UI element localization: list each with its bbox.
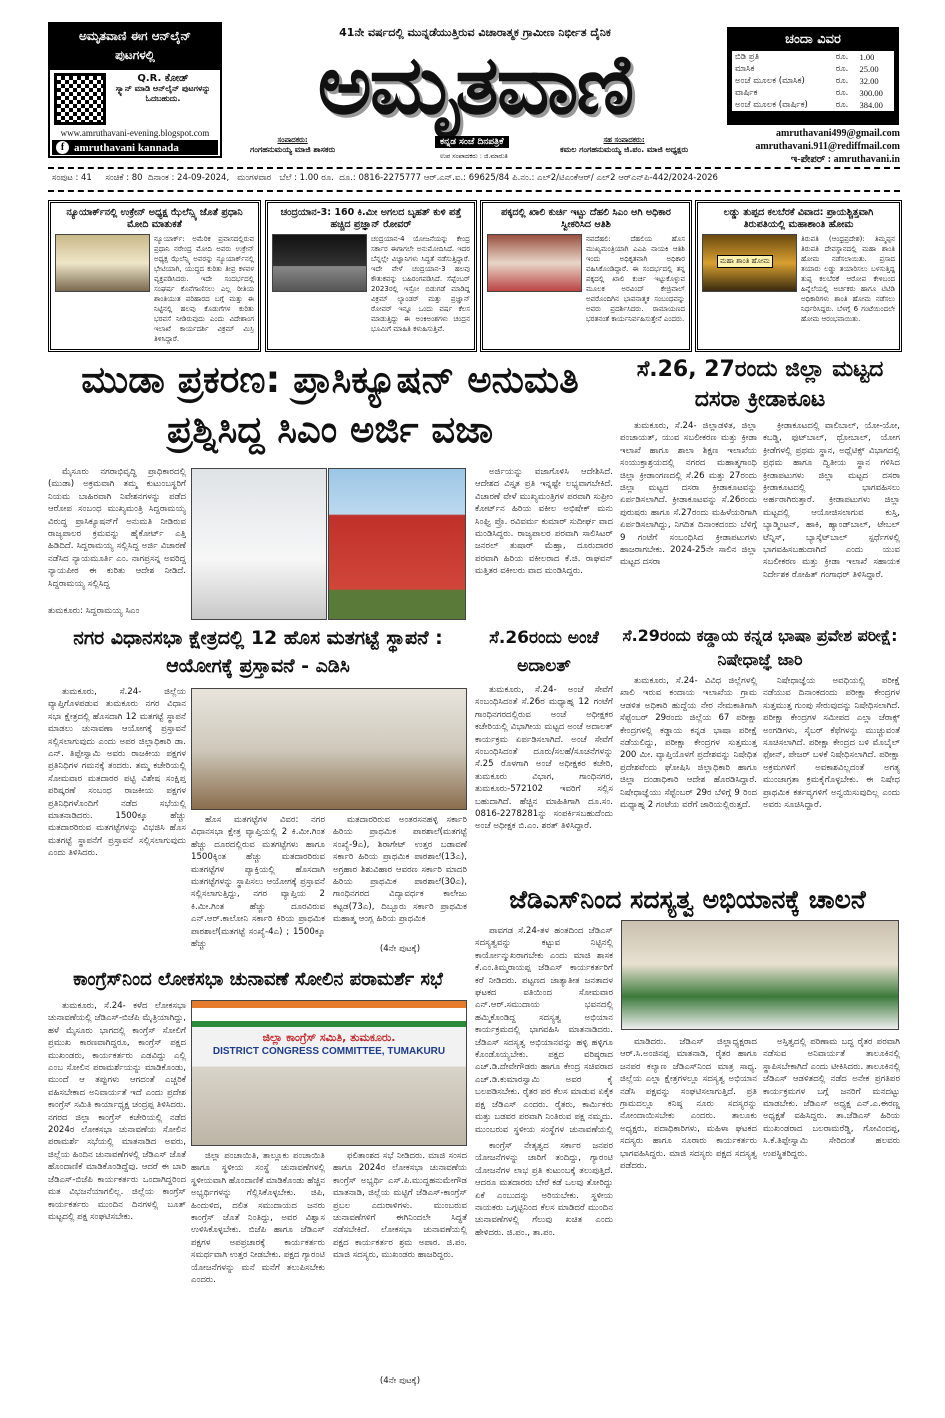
exam-headline: ಸೆ.29ರಂದು ಕಡ್ಡಾಯ ಕನ್ನಡ ಭಾಷಾ ಪ್ರವೇಶ ಪರೀಕ್ಷೆ: ನಿಷೇಧಾಜ್ಞೆ ಜಾರಿ [622,626,898,669]
subscription-amt: 25.00 [859,64,879,74]
jds-col2: ಮಾಡಿದರು. ಜೆಡಿಎಸ್ ಜಿಲ್ಲಾಧ್ಯಕ್ಷರಾದ ಆರ್.ಸಿ.ಅಂಜಿನಪ್ಪ ಮಾತನಾಡಿ, ರೈತರ ಹಾಗೂ ಜನಪರ ಕಲ್ಯಾಣ ಜೆಡಿಎಸ್‌ನಿಂದ ಮಾತ್ರ ಸಾಧ್ಯ. ಜಿಲ್ಲೆಯ ಎಲ್ಲಾ ಕ್ಷೇತ್ರಗಳಲ್ಲೂ ಸದಸ್ಯತ್ವ ಅಭಿಯಾನ ನಡೆಸಿ ಪಕ್ಷವನ್ನು ಸಂಘಟಿಸಲಾಗುತ್ತಿದೆ. ಪ್ರತಿ ಗ್ರಾಮದಲ್ಲೂ ಕನಿಷ್ಠ ನೂರು ಸದಸ್ಯರನ್ನು ನೋಂದಾಯಿಸಬೇಕು ಎಂದರು. ತಾಲೂಕು ಅಧ್ಯಕ್ಷರು, ಪದಾಧಿಕಾರಿಗಳು, ಮಹಿಳಾ ಘಟಕದ ಸದಸ್ಯರು ಹಾಗೂ ನೂರಾರು ಕಾರ್ಯಕರ್ತರು ಭಾಗವಹಿಸಿದ್ದರು. ಮಾಜಿ ಸದಸ್ಯರು ಪಕ್ಷದ ಸದಸ್ಯತ್ವ ಪಡೆದರು. [620,1037,757,1172]
coeditor-label: ಸಹ ಸಂಪಾದಕರು: [603,136,645,144]
photo-caption: ಮಹಾ ಶಾಂತಿ ಹೋಮ [717,255,773,268]
subscription-item: ಅಂಚೆ ಮೂಲಕ (ವಾರ್ಷಿಕ) [735,100,808,110]
jds-headline: ಜೆಡಿಎಸ್‌ನಿಂದ ಸದಸ್ಯತ್ವ ಅಭಿಯಾನಕ್ಕೆ ಚಾಲನೆ [509,885,866,914]
top-news-body: ತಿರುಪತಿ (ಆಂಧ್ರಪ್ರದೇಶ): ತಿಮ್ಮಪ್ಪನ ತಿರುಪತಿ ದೇವಸ್ಥಾನದಲ್ಲಿ ಮಹಾ ಶಾಂತಿ ಹೋಮ ನಡೆಸಲಾಯಿತು. ಪ್ರಸಾದ ತಯಾರು ಲಡ್ಡು ತಯಾರಿಸಲು ಬಳಸುತ್ತಿದ್ದ ತುಪ್ಪ ಕಲಬೆರಕೆ ಆರೋಪ ಕೇಳಿಬಂದ ಹಿನ್ನೆಲೆಯಲ್ಲಿ ಅರ್ಚಕರು ಹಾಗೂ ಟಿಟಿಡಿ ಅಧಿಕಾರಿಗಳು ಶಾಂತಿ ಹೋಮ ನಡೆಸಲು ನಿರ್ಧರಿಸಿದ್ದರು. ಬೆಳಗ್ಗೆ 6 ಗಂಟೆಯಿಂದಲೇ ಹೋಮ ಆರಂಭವಾಯಿತು. [801,234,895,323]
tagline: 41ನೇ ವರ್ಷದಲ್ಲಿ ಮುನ್ನಡೆಯುತ್ತಿರುವ ವಿಚಾರಾತ್ಮಕ ಗ್ರಾಮೀಣ ನಿರ್ಭೀತ ದೈನಿಕ [339,26,611,39]
jds-event-photo [621,920,899,1030]
qr-instructions: ಸ್ಕ್ಯಾನ್ ಮಾಡಿ ಆನ್‌ಲೈನ್ ಪುಟಗಳನ್ನು ಓದಬಹುದು. [115,84,211,103]
congress-col1: ತುಮಕೂರು, ಸೆ.24- ಕಳೆದ ಲೋಕಸಭಾ ಚುನಾವಣೆಯಲ್ಲಿ ಜೆಡಿಎಸ್-ಬಿಜೆಪಿ ಮೈತ್ರಿಯಾಗಿದ್ದು, ಹಳೆ ಮೈಸೂರು ಭಾಗದಲ್ಲಿ ಕಾಂಗ್ರೆಸ್ ಸೋಲಿಗೆ ಪ್ರಮುಖ ಕಾರಣವಾಗಿದ್ದರೂ, ಕಾಂಗ್ರೆಸ್ ಪಕ್ಷದ ಮುಖಂಡರು, ಕಾರ್ಯಕರ್ತರು ಎಡವಿದ್ದು ಎಲ್ಲಿ ಎಂಬ ಸೋಲಿನ ಪರಾಮರ್ಶೆಯನ್ನು ಮಾಡಿಕೊಂಡು, ಮುಂದೆ ಆ ತಪ್ಪುಗಳು ಆಗದಂತೆ ಎಚ್ಚರಿಕೆ ವಹಿಸಬೇಕಾದ ಅನಿವಾರ್ಯತೆ ಇದೆ ಎಂದು ಪ್ರದೇಶ ಕಾಂಗ್ರೆಸ್ ಸಮಿತಿ ಕಾರ್ಯಾಧ್ಯಕ್ಷ ಚಂದ್ರಪ್ಪ ತಿಳಿಸಿದರು. ನಗರದ ಜಿಲ್ಲಾ ಕಾಂಗ್ರೆಸ್ ಕಚೇರಿಯಲ್ಲಿ ನಡೆದ 2024ರ ಲೋಕಸಭಾ ಚುನಾವಣೆಯ ಸೋಲಿನ ಪರಾಮರ್ಶೆ ಸಭೆಯಲ್ಲಿ ಮಾತನಾಡಿದ ಅವರು, ಜಿಲ್ಲೆಯ ಹಿಂದಿನ ಚುನಾವಣೆಗಳಲ್ಲಿ ಜೆಡಿಎಸ್ ಜೊತೆ ಹೊಂದಾಣಿಕೆ ಮಾಡಿಕೊಂಡಿದ್ದೆವು. ಆದರೆ ಈ ಬಾರಿ ಜೆಡಿಎಸ್-ಬಿಜೆಪಿ ಕಾರ್ಯಕರ್ತರು ಒಂದಾಗಿದ್ದರಿಂದ ಮತ ವಿಭಜನೆಯಾಗಲಿಲ್ಲ. ಜಿಲ್ಲೆಯ ಕಾಂಗ್ರೆಸ್ ಕಾರ್ಯಕರ್ತರು ಮುಂದಿನ ದಿನಗಳಲ್ಲಿ ಬೂತ್ ಮಟ್ಟದಲ್ಲಿ ಪಕ್ಷ ಸಂಘಟಿಸಬೇಕು. [48,1001,186,1222]
qr-code-icon[interactable] [54,73,106,125]
exam-col1: ತುಮಕೂರು, ಸೆ.24- ವಿವಿಧ ಜಿಲ್ಲೆಗಳಲ್ಲಿ ಖಾಲಿ ಇರುವ ಕಂದಾಯ ಇಲಾಖೆಯ ಗ್ರಾಮ ಆಡಳಿತ ಅಧಿಕಾರಿ ಹುದ್ದೆಯ ನೇರ ನೇಮಕಾತಿಗಾಗಿ ಸೆಪ್ಟೆಂಬರ್ 29ರಂದು ಜಿಲ್ಲೆಯ 67 ಪರೀಕ್ಷಾ ಕೇಂದ್ರಗಳಲ್ಲಿ ಕಡ್ಡಾಯ ಕನ್ನಡ ಭಾಷಾ ಪರೀಕ್ಷೆ ನಡೆಯಲಿದ್ದು, ಪರೀಕ್ಷಾ ಕೇಂದ್ರಗಳ ಸುತ್ತಮುತ್ತ 200 ಮೀ. ವ್ಯಾಪ್ತಿಯೊಳಗೆ ಪ್ರದೇಶವನ್ನು ನಿಷೇಧಿತ ಪ್ರದೇಶವೆಂದು ಘೋಷಿಸಿ ಜಿಲ್ಲಾಧಿಕಾರಿ ಹಾಗೂ ಜಿಲ್ಲಾ ದಂಡಾಧಿಕಾರಿ ಆದೇಶ ಹೊರಡಿಸಿದ್ದಾರೆ. ನಿಷೇಧಾಜ್ಞೆಯು ಸೆಪ್ಟೆಂಬರ್ 29ರ ಬೆಳಿಗ್ಗೆ 9 ರಿಂದ ಮಧ್ಯಾಹ್ನ 2 ಗಂಟೆಯ ವರೆಗೆ ಜಾರಿಯಲ್ಲಿರುತ್ತದೆ. [620,676,757,811]
booths-col3: ಮತದಾರರಿರುವ ಅಂತರಸನಹಳ್ಳಿ ಸರ್ಕಾರಿ ಹಿರಿಯ ಪ್ರಾಥಮಿಕ ಪಾಠಶಾಲೆ(ಮತಗಟ್ಟೆ ಸಂಖ್ಯೆ-9ಎ), ಶಿರಾಗೇಟ್ ಉತ್ತರ ಬಡಾವಣೆ ಸರ್ಕಾರಿ ಹಿರಿಯ ಪ್ರಾಥಮಿಕ ಪಾಠಶಾಲೆ(13ಎ), ಅಗ್ರಹಾರ ಶಿಶುವಿಹಾರ ಆವರಣ ಸರ್ಕಾರಿ ಮಾದರಿ ಹಿರಿಯ ಪ್ರಾಥಮಿಕ ಪಾಠಶಾಲೆ(30ಎ), ಗಾಂಧಿನಗರದ ವಿದ್ಯಾವರ್ಧಕ ಕಾಲೇಜು ಕಟ್ಟಡ(73ಎ), ದಿಬ್ಬೂರು ಸರ್ಕಾರಿ ಪ್ರಾಥಮಿಕ ಮಹಾತ್ಮ ಆಂಗ್ಲ ಹಿರಿಯ ಪ್ರಾಥಮಿಕ [333,815,467,925]
lead-col1: ಮೈಸೂರು ನಗರಾಭಿವೃದ್ಧಿ ಪ್ರಾಧಿಕಾರದಲ್ಲಿ (ಮುಡಾ) ಅಕ್ರಮವಾಗಿ ತಮ್ಮ ಕುಟುಂಬಸ್ಥರಿಗೆ ನಿಯಮ ಬಾಹಿರವಾಗಿ ನಿವೇಶನಗಳನ್ನು ಪಡೆದ ಆರೋಪ ಸಂಬಂಧ ಮುಖ್ಯಮಂತ್ರಿ ಸಿದ್ದರಾಮಯ್ಯ ವಿರುದ್ಧ ಪ್ರಾಸಿಕ್ಯೂಷನ್‌ಗೆ ಅನುಮತಿ ನೀಡಿರುವ ರಾಜ್ಯಪಾಲರ ಕ್ರಮವನ್ನು ಹೈಕೋರ್ಟ್ ಎತ್ತಿ ಹಿಡಿದಿದೆ. ಸಿದ್ದರಾಮಯ್ಯ ಸಲ್ಲಿಸಿದ್ದ ಅರ್ಜಿ ವಿಚಾರಣೆ ನಡೆಸಿದ ನ್ಯಾಯಮೂರ್ತಿ ಎಂ. ನಾಗಪ್ರಸನ್ನ ಅವರಿದ್ದ ನ್ಯಾಯಪೀಠ ಈ ಕುರಿತು ಆದೇಶ ನೀಡಿದೆ. ಸಿದ್ದರಾಮಯ್ಯ ಸಲ್ಲಿಸಿದ್ದ [48,467,186,589]
top-news-body: ನವದೆಹಲಿ: ದೆಹಲಿಯ ಹೊಸ ಮುಖ್ಯಮಂತ್ರಿಯಾಗಿ ಎಎಪಿ ನಾಯಕಿ ಆತಿಶಿ ಇಂದು ಅಧಿಕೃತವಾಗಿ ಅಧಿಕಾರ ವಹಿಸಿಕೊಂಡಿದ್ದಾರೆ. ಈ ಸಂದರ್ಭದಲ್ಲಿ ತನ್ನ ಪಕ್ಕದಲ್ಲಿ ಖಾಲಿ ಕುರ್ಚಿ ಇಟ್ಟುಕೊಳ್ಳುವ ಮೂಲಕ ಅರವಿಂದ್ ಕೇಜ್ರಿವಾಲ್ ಅವರೊಂದಿಗಿನ ಭಾವನಾತ್ಮಕ ಸಂಬಂಧವನ್ನು ಅವರು ಪ್ರದರ್ಶಿಸಿದರು. ರಾಮಾಯಣದ ಭರತನಂತೆ ಕಾರ್ಯನಿರ್ವಹಿಸುತ್ತೇನೆ ಎಂದರು. [586,234,685,323]
congress-col3: ಫಲಿತಾಂಶದ ಸಭೆ ನೀಡಿದರು. ಮಾಜಿ ಸಂಸದ ಹಾಗೂ 2024ರ ಲೋಕಸಭಾ ಚುನಾವಣೆಯ ಕಾಂಗ್ರೆಸ್ ಅಭ್ಯರ್ಥಿ ಎಸ್.ಪಿ.ಮುದ್ದಹನುಮೇಗೌಡ ಮಾತನಾಡಿ, ಜಿಲ್ಲೆಯ ಮಟ್ಟಿಗೆ ಜೆಡಿಎಸ್-ಕಾಂಗ್ರೆಸ್ ಪ್ರಬಲ ಎದುರಾಳಿಗಳು. ಮುಂಬರುವ ಚುನಾವಣೆಗಳಿಗೆ ಈಗಿನಿಂದಲೇ ಸಿದ್ಧತೆ ನಡೆಸಬೇಕಿದೆ. ಲೋಕಸಭಾ ಚುನಾವಣೆಯಲ್ಲಿ ಪಕ್ಷದ ಕಾರ್ಯಕರ್ತರ ಶ್ರಮ ಅಪಾರ. ಜಿ.ಪಂ. ಮಾಜಿ ಸದಸ್ಯರು, ಮುಖಂಡರು ಹಾಜರಿದ್ದರು. [333,1151,467,1261]
sports-col1: ತುಮಕೂರು, ಸೆ.24- ಜಿಲ್ಲಾಡಳಿತ, ಜಿಲ್ಲಾ ಪಂಚಾಯತ್, ಯುವ ಸಬಲೀಕರಣ ಮತ್ತು ಕ್ರೀಡಾ ಇಲಾಖೆ ಹಾಗೂ ಶಾಲಾ ಶಿಕ್ಷಣ ಇಲಾಖೆಯ ಸಂಯುಕ್ತಾಶ್ರಯದಲ್ಲಿ ನಗರದ ಮಹಾತ್ಮಗಾಂಧಿ ಜಿಲ್ಲಾ ಕ್ರೀಡಾಂಗಣದಲ್ಲಿ ಸೆ.26 ಮತ್ತು 27ರಂದು ಜಿಲ್ಲಾ ಮಟ್ಟದ ದಸರಾ ಕ್ರೀಡಾಕೂಟವನ್ನು ಏರ್ಪಡಿಸಲಾಗಿದೆ. ಕ್ರೀಡಾಕೂಟವನ್ನು ಸೆ.26ರಂದು ಪುರುಷರು ಹಾಗೂ ಸೆ.27ರಂದು ಮಹಿಳೆಯರಿಗಾಗಿ ಏರ್ಪಡಿಸಲಾಗಿದ್ದು, ನಿಗದಿತ ದಿನಾಂಕದಂದು ಬೆಳಿಗ್ಗೆ 9 ಗಂಟೆಗೆ ಸಂಬಂಧಿಸಿದ ಕ್ರೀಡಾಪಟುಗಳು ಹಾಜರಾಗಬೇಕು. 2024-25ನೇ ಸಾಲಿನ ಜಿಲ್ಲಾ ಮಟ್ಟದ ದಸರಾ [620,421,757,568]
jds-col1: ಪಾವಗಡ ಸೆ.24-ತಳ ಹಂತದಿಂದ ಜೆಡಿಎಸ್ ಸದಸ್ಯತ್ವವನ್ನು ಕಟ್ಟುವ ನಿಟ್ಟಿನಲ್ಲಿ ಕಾರ್ಯೋನ್ಮುಖರಾಗಬೇಕು ಎಂದು ಮಾಜಿ ಶಾಸಕ ಕೆ.ಎಂ.ತಿಮ್ಮರಾಯಪ್ಪ ಜೆಡಿಎಸ್ ಕಾರ್ಯಕರ್ತರಿಗೆ ಕರೆ ನೀಡಿದರು. ಪಟ್ಟಣದ ಜಾತ್ಯಾತೀತ ಜನತಾದಳ ಘಟಕದ ವತಿಯಿಂದ ಸೋಮವಾರ ಎನ್.ಆರ್.ಸಮುದಾಯ ಭವನದಲ್ಲಿ ಹಮ್ಮಿಕೊಂಡಿದ್ದ ಸದಸ್ಯತ್ವ ಅಭಿಯಾನ ಕಾರ್ಯಕ್ರಮದಲ್ಲಿ ಭಾಗವಹಿಸಿ ಮಾತನಾಡಿದರು. ಜೆಡಿಎಸ್ ಸದಸ್ಯತ್ವ ಅಭಿಯಾನವನ್ನು ಹಳ್ಳಿ ಹಳ್ಳಿಗೂ ಕೊಂಡೊಯ್ಯಬೇಕು. ಪಕ್ಷದ ವರಿಷ್ಠರಾದ ಎಚ್.ಡಿ.ದೇವೇಗೌಡರು ಹಾಗೂ ಕೇಂದ್ರ ಸಚಿವರಾದ ಎಚ್.ಡಿ.ಕುಮಾರಸ್ವಾಮಿ ಅವರ ಕೈ ಬಲಪಡಿಸಬೇಕು. ರೈತರ ಪರ ಕೆಲಸ ಮಾಡುವ ಏಕೈಕ ಪಕ್ಷ ಜೆಡಿಎಸ್ ಎಂದರು. ರೈತರು, ಕಾರ್ಮಿಕರು ಮತ್ತು ಬಡವರ ಪರವಾಗಿ ನಿಂತಿರುವ ಪಕ್ಷ ನಮ್ಮದು. ಮುಂಬರುವ ಸ್ಥಳೀಯ ಸಂಸ್ಥೆಗಳ ಚುನಾವಣೆಯಲ್ಲಿ [475,926,613,1135]
top-news-headline: ಲಡ್ಡು ತುಪ್ಪದ ಕಲಬೆರಕೆ ವಿವಾದ: ಪ್ರಾಯಶ್ಚಿತ್ತವಾಗಿ ತಿರುಪತಿಯಲ್ಲಿ ಮಹಾಶಾಂತಿ ಹೋಮ [723,207,874,230]
subscription-cur: ರೂ. [835,52,849,62]
issue-info-line: ಸಂಪುಟ : 41 ಸಂಚಿಕೆ : 80 ದಿನಾಂಕ : 24-09-2024, ಮಂಗಳವಾರ ಬೆಲೆ : 1.00 ರೂ. ದೂ.: 0816-2275777 ಆರ್.ಎನ್.ಐ.: 69625/84 ಪಿ.ನಂ.: ಎಲ್2/ಟಿಎಂಕೆಆರ್/ ಎಲ್2 ಆರ್‌ಎನ್‌ಪಿ-442/2024-2026 [52,173,718,183]
subscription-cur: ರೂ. [835,88,849,98]
email-1[interactable]: amruthavani499@gmail.com [775,128,900,139]
lead-photo-cm [191,468,327,620]
lead-headline: ಮುಡಾ ಪ್ರಕರಣ: ಪ್ರಾಸಿಕ್ಯೂಷನ್ ಅನುಮತಿ ಪ್ರಶ್ನಿಸಿದ್ದ ಸಿಎಂ ಅರ್ಜಿ ವಜಾ [81,358,579,451]
asst-editor: ಉಪ ಸಂಪಾದಕರು : ಜಿ.ಮಾರುತಿ [440,152,508,160]
facebook-icon: f [56,141,69,154]
lead-photo-highcourt [328,468,466,620]
top-news-box [480,200,692,352]
booths-col1: ತುಮಕೂರು, ಸೆ.24- ಜಿಲ್ಲೆಯ ವ್ಯಾಪ್ತಿಗೊಳಪಡುವ ತುಮಕೂರು ನಗರ ವಿಧಾನ ಸಭಾ ಕ್ಷೇತ್ರದಲ್ಲಿ ಹೊಸದಾಗಿ 12 ಮತಗಟ್ಟೆ ಸ್ಥಾಪನೆ ಮಾಡಲು ಚುನಾವಣಾ ಆಯೋಗಕ್ಕೆ ಪ್ರಸ್ತಾವನೆ ಸಲ್ಲಿಸಲಾಗುವುದು ಎಂದು ಅಪರ ಜಿಲ್ಲಾಧಿಕಾರಿ ಡಾ. ಎನ್. ತಿಪ್ಪೇಸ್ವಾಮಿ ಅವರು ರಾಜಕೀಯ ಪಕ್ಷಗಳ ಪ್ರತಿನಿಧಿಗಳ ಗಮನಕ್ಕೆ ತಂದರು. ತಮ್ಮ ಕಚೇರಿಯಲ್ಲಿ ಸೋಮವಾರ ಮತದಾರರ ಪಟ್ಟಿ ವಿಶೇಷ ಸಂಕ್ಷಿಪ್ತ ಪರಿಷ್ಕರಣೆ ಸಂಬಂಧ ರಾಜಕೀಯ ಪಕ್ಷಗಳ ಪ್ರತಿನಿಧಿಗಳೊಂದಿಗೆ ನಡೆದ ಸಭೆಯಲ್ಲಿ ಮಾತನಾಡಿದರು. 1500ಕ್ಕೂ ಹೆಚ್ಚು ಮತದಾರರಿರುವ ಮತಗಟ್ಟೆಗಳನ್ನು ವಿಭಜಿಸಿ ಹೊಸ ಮತಗಟ್ಟೆ ಸ್ಥಾಪನೆಗೆ ಪ್ರಸ್ತಾವನೆ ಸಲ್ಲಿಸಲಾಗುವುದು ಎಂದು ತಿಳಿಸಿದರು. [48,687,186,859]
adalat-headline: ಸೆ.26ರಂದು ಅಂಚೆ ಅದಾಲತ್ [489,628,599,676]
booths-col2: ಹೊಸ ಮತಗಟ್ಟೆಗಳ ವಿವರ: ನಗರ ವಿಧಾನಸಭಾ ಕ್ಷೇತ್ರ ವ್ಯಾಪ್ತಿಯಲ್ಲಿ 2 ಕಿ.ಮೀ.ಗಿಂತ ಹೆಚ್ಚು ದೂರದಲ್ಲಿರುವ ಮತಗಟ್ಟೆಗಳು ಹಾಗೂ 1500ಕ್ಕಿಂತ ಹೆಚ್ಚು ಮತದಾರರಿರುವ ಮತಗಟ್ಟೆಗಳ ಪ್ಯಾಕ್ತಿಯಲ್ಲಿ ಹೊಸದಾಗಿ ಮತಗಟ್ಟೆಗಳನ್ನು ಸ್ಥಾಪಿಸಲು ಆಯೋಗಕ್ಕೆ ಪ್ರಸ್ತಾವನೆ ಸಲ್ಲಿಸಲಾಗುತ್ತಿದ್ದು, ನಗರ ವ್ಯಾಪ್ತಿಯ 2 ಕಿ.ಮೀ.ಗಿಂತ ಹೆಚ್ಚು ದೂರವಿರುವ ಎನ್.ಆರ್.ಕಾಲೋನಿ ಸರ್ಕಾರಿ ಕಿರಿಯ ಪ್ರಾಥಮಿಕ ಪಾಠಶಾಲೆ(ಮತಗಟ್ಟೆ ಸಂಖ್ಯೆ-4ಎ) ; 1500ಕ್ಕೂ ಹೆಚ್ಚು [191,815,325,950]
congress-col4: ಕಾಂಗ್ರೆಸ್ ನೇತೃತ್ವದ ಸರ್ಕಾರ ಜನಪರ ಯೋಜನೆಗಳನ್ನು ಜಾರಿಗೆ ತಂದಿದ್ದು, ಗ್ಯಾರಂಟಿ ಯೋಜನೆಗಳ ಲಾಭ ಪ್ರತಿ ಕುಟುಂಬಕ್ಕೆ ತಲುಪುತ್ತಿದೆ. ಆದರೂ ಮತದಾರರು ಬೇರೆ ಕಡೆ ಒಲವು ತೋರಿದ್ದು ಏಕೆ ಎಂಬುದನ್ನು ಅರಿಯಬೇಕು. ಸ್ಥಳೀಯ ನಾಯಕರು ಒಗ್ಗಟ್ಟಿನಿಂದ ಕೆಲಸ ಮಾಡಿದರೆ ಮುಂದಿನ ಚುನಾವಣೆಗಳಲ್ಲಿ ಗೆಲುವು ಖಚಿತ ಎಂದು ಹೇಳಿದರು. ಜಿ.ಪಂ., ತಾ.ಪಂ. [475,1141,613,1238]
jds-col3: ಅಸ್ತಿತ್ವದಲ್ಲಿ ಪರಿಣಾಮ ಬದ್ಧ ರೈತರ ಪರವಾಗಿ ನಡೆಸುವ ಅನಿವಾರ್ಯತೆ ತಾಲೂಕಿನಲ್ಲಿ ಸ್ಥಾಪಿಸಬೇಕಾಗಿದೆ ಎಂದು ಟೀಕಿಸಿದರು. ತಾಲೂಕಿನಲ್ಲಿ ಜೆಡಿಎಸ್ ಆಡಳಿತದಲ್ಲಿ ನಡೆದ ಅನೇಕ ಪ್ರಗತಿಪರ ಕಾರ್ಯಕ್ರಮಗಳ ಬಗ್ಗೆ ಜನರಿಗೆ ಮನದಟ್ಟು ಮಾಡಬೇಕು. ಜೆಡಿಎಸ್ ಅಧ್ಯಕ್ಷ ಎನ್.ಎ.ಈರಣ್ಣ ಅಧ್ಯಕ್ಷತೆ ವಹಿಸಿದ್ದರು. ತಾ.ಜೆಡಿಎಸ್ ಹಿರಿಯ ಮುಖಂಡರಾದ ಬಲರಾಮರೆಡ್ಡಿ, ಗೋವಿಂದಪ್ಪ, ಸಿ.ಕೆ.ತಿಪ್ಪೇಸ್ವಾಮಿ ಸೇರಿದಂತೆ ಹಲವರು ಉಪಸ್ಥಿತರಿದ್ದರು. [763,1037,900,1159]
subscription-item: ವಾರ್ಷಿಕ [735,88,758,98]
adalat-body: ತುಮಕೂರು, ಸೆ.24- ಅಂಚೆ ಸೇವೆಗೆ ಸಂಬಂಧಿಸಿದಂತೆ ಸೆ.26ರ ಮಧ್ಯಾಹ್ನ 12 ಗಂಟೆಗೆ ಗಾಂಧಿನಗರದಲ್ಲಿರುವ ಅಂಚೆ ಅಧೀಕ್ಷಕರ ಕಚೇರಿಯಲ್ಲಿ ವಿಭಾಗೀಯ ಮಟ್ಟದ ಅಂಚೆ ಅದಾಲತ್ ಕಾರ್ಯಕ್ರಮ ಏರ್ಪಡಿಸಲಾಗಿದೆ. ಅಂಚೆ ಸೇವೆಗೆ ಸಂಬಂಧಿಸಿದಂತೆ ದೂರು/ಸಲಹೆ/ಸೂಚನೆಗಳನ್ನು ಸೆ.25 ರೊಳಗಾಗಿ ಅಂಚೆ ಅಧೀಕ್ಷಕರ ಕಚೇರಿ, ತುಮಕೂರು ವಿಭಾಗ, ಗಾಂಧಿನಗರ, ತುಮಕೂರು-572102 ಇವರಿಗೆ ಸಲ್ಲಿಸ ಬಹುದಾಗಿದೆ. ಹೆಚ್ಚಿನ ಮಾಹಿತಿಗಾಗಿ ದೂ.ಸಂ. 0816-2278281ನ್ನು ಸಂಪರ್ಕಿಸಬಹುದೆಂದು ಅಂಚೆ ಅಧೀಕ್ಷಕ ಬಿ.ಎಂ. ಶರತ್ ತಿಳಿಸಿದ್ದಾರೆ. [475,685,613,832]
top-news-body: ಚಂದ್ರಯಾನ-4 ಯೋಜನೆಯನ್ನು ಕೇಂದ್ರ ಸರ್ಕಾರ ಈಗಾಗಲೇ ಅನುಮೋದಿಸಿದೆ. ಇದರ ಬೆನ್ನಲ್ಲೇ ವಿಜ್ಞಾನಿಗಳು ಸಿದ್ಧತೆ ನಡೆಸುತ್ತಿದ್ದಾರೆ. ಇದೇ ವೇಳೆ ಚಂದ್ರಯಾನ-3 ಹಲವು ಕೌತುಕವನ್ನು ಬಹಿರಂಗಪಡಿಸಿದೆ. ಸೆಪ್ಟೆಂಬರ್ 2023ರಲ್ಲಿ ಇಸ್ರೋ ಬಿಡುಗಡೆ ಮಾಡಿದ್ದ ವಿಕ್ರಮ್ ಲ್ಯಾಂಡರ್ ಮತ್ತು ಪ್ರಜ್ಞಾನ್ ರೋವರ್ ಇನ್ನೂ ಒಂದು ವರ್ಷ ಕೆಲಸ ಮಾಡುತ್ತಿದ್ದು ಈ ಅಂಕಿಅಂಶಗಳು ಚಂದ್ರನ ಭೂಮಿಗೆ ಮಾಹಿತಿ ಕಳುಹಿಸುತ್ತಿವೆ. [371,234,470,333]
top-news-photo [272,234,367,292]
congress-meeting-photo [191,1000,467,1146]
sports-headline: ಸೆ.26, 27ರಂದು ಜಿಲ್ಲಾ ಮಟ್ಟದ ದಸರಾ ಕ್ರೀಡಾಕೂಟ [636,357,884,412]
subscription-row [732,51,894,63]
lead-photo-caption: ತುಮಕೂರು: ಸಿದ್ದರಾಮಯ್ಯ ಸಿಎಂ [48,606,140,616]
subscription-cur: ರೂ. [835,76,849,86]
booths-meeting-photo [191,688,467,810]
top-news-headline: ಪಕ್ಕದಲ್ಲಿ ಖಾಲಿ ಕುರ್ಚಿ ಇಟ್ಟು ದೆಹಲಿ ಸಿಎಂ ಆಗಿ ಅಧಿಕಾರ ಸ್ವೀಕರಿಸಿದ ಆತಿಶಿ [501,207,671,230]
top-news-box [265,200,477,352]
divider [48,190,900,192]
subscription-amt: 300.00 [859,88,883,98]
subscription-row [732,63,894,75]
banner-kannada: ಜಿಲ್ಲಾ ಕಾಂಗ್ರೆಸ್ ಸಮಿತಿ, ತುಮಕೂರು. [262,1031,396,1044]
subscription-cur: ರೂ. [835,64,849,74]
subscription-title: ಚಂದಾ ವಿವರ [785,32,841,47]
newspaper-title: ಅಮೃತವಾಣಿ [317,38,633,133]
coeditor-name: ಕಮಲ ಗಂಗಹನುಮಯ್ಯ ಜಿ.ಪಂ. ಮಾಜಿ ಅಧ್ಯಕ್ಷರು [560,145,689,154]
subscription-item: ಬಿಡಿ ಪ್ರತಿ [735,52,760,62]
subscription-row [732,87,894,99]
facebook-bar[interactable] [52,140,218,155]
top-news-photo [487,234,582,292]
top-news-headline: ಚಂದ್ರಯಾನ-3: 160 ಕಿ.ಮೀ ಅಗಲದ ಬೃಹತ್ ಕುಳಿ ಪತ್ತೆ ಹಚ್ಚಿದ ಪ್ರಜ್ಞಾನ್ ರೋವರ್ [280,207,462,230]
subscription-cur: ರೂ. [835,100,849,110]
top-news-photo [702,234,797,292]
subscription-amt: 1.00 [859,52,875,62]
exam-col2: ನಿಷೇಧಾಜ್ಞೆಯ ಅವಧಿಯಲ್ಲಿ ಪರೀಕ್ಷೆ ನಡೆಯುವ ದಿನಾಂಕದಂದು ಪರೀಕ್ಷಾ ಕೇಂದ್ರಗಳ ಸುತ್ತಮುತ್ತ ಗುಂಪು ಸೇರುವುದನ್ನು ನಿಷೇಧಿಸಲಾಗಿದೆ. ಪರೀಕ್ಷಾ ಕೇಂದ್ರಗಳ ಸಮೀಪದ ಎಲ್ಲಾ ಜೆರಾಕ್ಸ್ ಅಂಗಡಿಗಳು, ಸೈಬರ್ ಕೆಫೆಗಳನ್ನು ಮುಚ್ಚುವಂತೆ ಸೂಚಿಸಲಾಗಿದೆ. ಪರೀಕ್ಷಾ ಕೇಂದ್ರದ ಬಳಿ ಮೊಬೈಲ್ ಫೋನ್, ಪೇಜರ್ ಬಳಕೆ ನಿಷೇಧಿಸಲಾಗಿದೆ. ಪರೀಕ್ಷಾ ಅಕ್ರಮಗಳಿಗೆ ಅವಕಾಶವಿಲ್ಲದಂತೆ ಅಗತ್ಯ ಮುಂಜಾಗ್ರತಾ ಕ್ರಮಕೈಗೊಳ್ಳಬೇಕು. ಈ ನಿಷೇಧ ಪ್ರಾಥಮಿಕ ಕರ್ತವ್ಯಗಳಿಗೆ ಅನ್ವಯಿಸುವುದಿಲ್ಲ ಎಂದು ಅವರು ಸೂಚಿಸಿದ್ದಾರೆ. [763,676,900,811]
booths-continued: (4ನೇ ಪುಟಕ್ಕೆ) [379,944,421,954]
subscription-table [732,51,894,111]
congress-col2: ಜಿಲ್ಲಾ ಪಂಚಾಯಿತಿ, ತಾಲ್ಲೂಕು ಪಂಚಾಯಿತಿ ಹಾಗೂ ಸ್ಥಳೀಯ ಸಂಸ್ಥೆ ಚುನಾವಣೆಗಳಲ್ಲಿ ಸ್ಥಳೀಯವಾಗಿ ಹೊಂದಾಣಿಕೆ ಮಾಡಿಕೊಂಡು ಹೆಚ್ಚಿನ ಅಭ್ಯರ್ಥಿಗಳನ್ನು ಗೆಲ್ಲಿಸಿಕೊಳ್ಳಬೇಕು. ಜಿಪಿ, ಹಿಂದುಳಿದ, ದಲಿತ ಸಮುದಾಯದ ಜನರು ಕಾಂಗ್ರೆಸ್ ಜೊತೆ ನಿಂತಿದ್ದು, ಅವರ ವಿಶ್ವಾಸ ಉಳಿಸಿಕೊಳ್ಳಬೇಕು. ಬಿಜೆಪಿ ಹಾಗೂ ಜೆಡಿಎಸ್ ಪಕ್ಷಗಳ ಅಪಪ್ರಚಾರಕ್ಕೆ ಕಾರ್ಯಕರ್ತರು ಸಮರ್ಥವಾಗಿ ಉತ್ತರ ನೀಡಬೇಕು. ಪಕ್ಷದ ಗ್ಯಾರಂಟಿ ಯೋಜನೆಗಳನ್ನು ಮನೆ ಮನೆಗೆ ತಲುಪಿಸಬೇಕು ಎಂದರು. [191,1151,325,1286]
top-news-box [48,200,261,352]
epaper-link[interactable]: ಇ-ಪೇಪರ್ : amruthavani.in [790,154,900,165]
subscription-amt: 384.00 [859,100,883,110]
subscription-box [727,27,899,125]
subscription-item: ಅಂಚೆ ಮೂಲಕ (ಮಾಸಿಕ) [735,76,805,86]
editor-label: ಸಂಪಾದಕರು: [277,136,308,144]
banner-english: DISTRICT CONGRESS COMMITTEE, TUMAKURU [212,1046,446,1057]
facebook-handle: amruthavani kannada [74,141,179,154]
sports-col2: ಕ್ರೀಡಾಕೂಟದಲ್ಲಿ ವಾಲಿಬಾಲ್, ಯೋ-ಯೋ, ಕಬಡ್ಡಿ, ಫುಟ್‌ಬಾಲ್, ಥ್ರೋಬಾಲ್, ಯೋಗ ಕ್ರೀಡೆಗಳಲ್ಲಿ ಪ್ರಥಮ ಸ್ಥಾನ, ಅಥ್ಲೆಟಿಕ್ಸ್ ವಿಭಾಗದಲ್ಲಿ ಪ್ರಥಮ ಹಾಗೂ ದ್ವಿತೀಯ ಸ್ಥಾನ ಗಳಿಸಿದ ಕ್ರೀಡಾಪಟುಗಳು ಜಿಲ್ಲಾ ಮಟ್ಟದ ದಸರಾ ಕ್ರೀಡಾಕೂಟದಲ್ಲಿ ಭಾಗವಹಿಸಲು ಅರ್ಹರಾಗಿರುತ್ತಾರೆ. ಕ್ರೀಡಾಪಟುಗಳು ಜಿಲ್ಲಾ ಮಟ್ಟದಲ್ಲಿ ಆಯೋಜಿಸಲಾಗುವ ಕುಸ್ತಿ, ಬ್ಯಾಡ್ಮಿಂಟನ್, ಹಾಕಿ, ಹ್ಯಾಂಡ್‌ಬಾಲ್, ಟೇಬಲ್ ಟೆನ್ನಿಸ್, ಬ್ಯಾಸ್ಕೆಟ್‌ಬಾಲ್ ಸ್ಪರ್ಧೆಗಳಲ್ಲಿ ಭಾಗವಹಿಸಬಹುದಾಗಿದೆ ಎಂದು ಯುವ ಸಬಲೀಕರಣ ಮತ್ತು ಕ್ರೀಡಾ ಇಲಾಖೆ ಸಹಾಯಕ ನಿರ್ದೇಶಕ ರೋಹಿತ್ ಗಂಗಾಧರ್ ತಿಳಿಸಿದ್ದಾರೆ. [763,421,900,580]
subscription-item: ಮಾಸಿಕ [735,64,755,74]
subscription-row [732,75,894,87]
booths-headline: ನಗರ ವಿಧಾನಸಭಾ ಕ್ಷೇತ್ರದಲ್ಲಿ 12 ಹೊಸ ಮತಗಟ್ಟೆ ಸ್ಥಾಪನೆ : ಆಯೋಗಕ್ಕೆ ಪ್ರಸ್ತಾವನೆ - ಎಡಿಸಿ [73,627,443,677]
divider [48,167,900,169]
email-2[interactable]: amruthavani.911@rediffmail.com [755,141,900,152]
subtitle: ಕನ್ನಡ ಸಂಜೆ ದಿನಪತ್ರಿಕೆ [435,136,509,148]
top-news-photo [55,234,150,292]
subscription-amt: 32.00 [859,76,879,86]
congress-headline: ಕಾಂಗ್ರೆಸ್‌ನಿಂದ ಲೋಕಸಭಾ ಚುನಾವಣೆ ಸೋಲಿನ ಪರಾಮರ್ಶೆ ಸಭೆ [73,969,443,990]
subscription-row [732,99,894,111]
online-edition-box [48,22,222,158]
qr-label: Q.R. ಕೋಡ್ [137,73,189,84]
top-news-box [695,200,902,352]
lead-col2: ಅರ್ಜಿಯನ್ನು ವಜಾಗೊಳಿಸಿ ಆದೇಶಿಸಿದೆ. ಆದೇಶದ ವಿಸ್ತೃತ ಪ್ರತಿ ಇನ್ನಷ್ಟೇ ಲಭ್ಯವಾಗಬೇಕಿದೆ. ವಿಚಾರಣೆ ವೇಳೆ ಮುಖ್ಯಮಂತ್ರಿಗಳ ಪರವಾಗಿ ಸುಪ್ರೀಂ ಕೋರ್ಟ್‌ನ ಹಿರಿಯ ವಕೀಲ ಅಭಿಷೇಕ್ ಮನು ಸಿಂಘ್ವಿ ಪ್ರೊ. ರವಿವರ್ಮ ಕುಮಾರ್ ಸುದೀರ್ಘ ವಾದ ಮಂಡಿಸಿದ್ದರು. ರಾಜ್ಯಪಾಲರ ಪರವಾಗಿ ಸಾಲಿಸಿಟರ್ ಜನರಲ್ ತುಷಾರ್ ಮೆಹ್ತಾ, ದೂರುದಾರರ ಪರವಾಗಿ ಹಿರಿಯ ವಕೀಲರಾದ ಕೆ.ಜಿ. ರಾಘವನ್ ಮತ್ತಿತರ ವಕೀಲರು ವಾದ ಮಂಡಿಸಿದ್ದರು. [475,467,613,577]
top-news-headline: ನ್ಯೂಯಾರ್ಕ್‌ನಲ್ಲಿ ಉಕ್ರೇನ್ ಅಧ್ಯಕ್ಷ ಝೆಲೆನ್ಸ್ಕಿ ಜೊತೆ ಪ್ರಧಾನಿ ಮೋದಿ ಮಾತುಕತೆ [66,207,243,230]
top-news-body: ನ್ಯೂಯಾರ್ಕ್: ಅಮೆರಿಕ ಪ್ರವಾಸದಲ್ಲಿರುವ ಪ್ರಧಾನಿ ನರೇಂದ್ರ ಮೋದಿ ಅವರು ಉಕ್ರೇನ್ ಅಧ್ಯಕ್ಷ ಝೆಲೆನ್ಸ್ಕಿ ಅವರನ್ನು ನ್ಯೂಯಾರ್ಕ್‌ನಲ್ಲಿ ಭೇಟಿಯಾಗಿ, ಯುದ್ಧದ ಕುರಿತು ತೀವ್ರ ಕಳವಳ ವ್ಯಕ್ತಪಡಿಸಿದರು. ಇದೇ ಸಂದರ್ಭದಲ್ಲಿ ಸಂಘರ್ಷ ಕೊನೆಗಾಣಿಸಲು ಎಲ್ಲ ರೀತಿಯ ಶಾಂತಿಯುತ ಪರಿಹಾರದ ಬಗ್ಗೆ ಮತ್ತು ಈ ನಿಟ್ಟಿನಲ್ಲಿ ಹಲವು ಕೊಡುಗೆಗಳ ಕುರಿತು ಭರವಸೆ ನೀಡಿರುವುದು ಎಂದು ವಿದೇಶಾಂಗ ಇಲಾಖೆ ಕಾರ್ಯದರ್ಶಿ ವಿಕ್ರಮ್ ಮಿಸ್ರಿ ತಿಳಿಸಿದ್ದಾರೆ. [154,234,254,343]
editor-name: ಗಂಗಹನುಮಯ್ಯ ಮಾಜಿ ಶಾಸಕರು [250,145,336,154]
online-box-title: ಅಮೃತವಾಣಿ ಈಗ ಆನ್‌ಲೈನ್ ಪುಟಗಳಲ್ಲಿ [50,24,220,70]
congress-continued: (4ನೇ ಪುಟಕ್ಕೆ) [379,1376,421,1386]
blog-link[interactable]: www.amruthavani-evening.blogspot.com [60,128,210,138]
